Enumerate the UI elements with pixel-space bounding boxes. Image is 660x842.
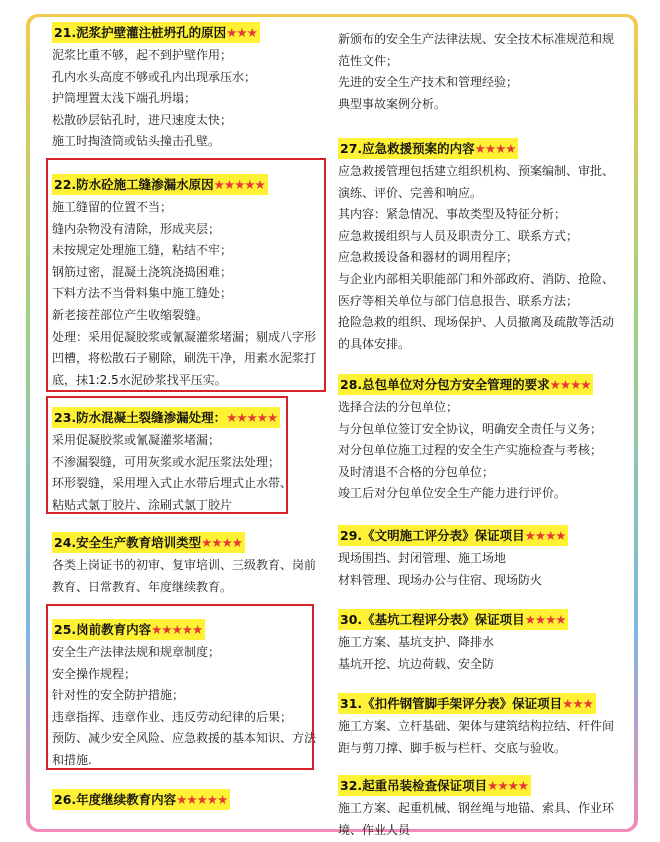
paragraph: 环形裂缝，采用埋入式止水带后埋式止水带、粘贴式氯丁胶片、涂刷式氯丁胶片 <box>52 476 293 512</box>
right-column <box>338 29 614 841</box>
rating-stars: ★★★★ <box>201 535 242 550</box>
list-item: 针对性的安全防护措施； <box>52 688 185 703</box>
list-item: 下料方法不当骨料集中施工缝处； <box>52 286 233 301</box>
list-item: 与分包单位签订安全协议，明确安全责任与义务； <box>338 421 603 436</box>
section-25 <box>52 619 326 775</box>
list-item: 泥浆比重不够，起不到护壁作用； <box>52 48 233 62</box>
list-item: 对分包单位施工过程的安全生产实施检查与考核； <box>338 443 603 458</box>
list-item: 新老接茬部位产生收缩裂缝。 <box>52 307 209 322</box>
section-27 <box>338 138 614 369</box>
paragraph: 应急救援管理包括建立组织机构、预案编制、审批、演练、评价、完善和响应。 <box>338 164 615 200</box>
left-column <box>52 22 326 812</box>
list-item: 护筒埋置太浅下端孔坍塌； <box>52 91 197 106</box>
section-28 <box>338 374 614 515</box>
list-item: 安全生产法律法规和规章制度； <box>52 645 221 659</box>
section-23 <box>52 407 326 519</box>
list-item: 应急救援组织与人员及职责分工、联系方式； <box>338 228 579 243</box>
section-title: 24.安全生产教育培训类型★★★★ <box>52 532 245 553</box>
list-item: 施工时掏渣筒或钻头撞击孔壁。 <box>52 134 221 149</box>
paragraph: 各类上岗证书的初审、复审培训、三级教育、岗前教育、日常教育、年度继续教育。 <box>52 558 317 594</box>
list-item: 施工方案、基坑支护、降排水 <box>338 635 495 649</box>
section-30 <box>338 609 614 679</box>
paragraph: 处理：采用促凝胶浆或氰凝灌浆堵漏；剔成八字形凹槽，将松散石子剔除，刷洗干净，用素水泥浆打底，抹1:2.5水泥砂浆找平压实。 <box>52 329 317 387</box>
list-item: 选择合法的分包单位； <box>338 400 459 414</box>
section-title: 31.《扣件钢管脚手架评分表》保证项目★★★ <box>338 693 596 714</box>
rating-stars: ★★★ <box>562 696 593 711</box>
section-title: 27.应急救援预案的内容★★★★ <box>338 138 518 159</box>
section-26 <box>52 789 326 812</box>
paragraph: 新颁布的安全生产法律法规、安全技术标准规范和规范性文件； <box>338 32 615 68</box>
list-item: 竣工后对分包单位安全生产能力进行评价。 <box>338 486 567 501</box>
list-item: 不渗漏裂缝，可用灰浆或水泥压浆法处理； <box>52 454 281 469</box>
paragraph: 预防、减少安全风险、应急救援的基本知识、方法和措施. <box>52 731 317 767</box>
rating-stars: ★★★★★ <box>151 622 203 637</box>
rating-stars: ★★★★ <box>524 528 566 543</box>
list-item: 基坑开挖、坑边荷载、安全防 <box>338 656 495 671</box>
section-24 <box>52 532 326 602</box>
list-item: 松散砂层钻孔时，进尺速度太快； <box>52 112 233 127</box>
section-21 <box>52 22 326 163</box>
section-title: 26.年度继续教育内容★★★★★ <box>52 789 230 810</box>
list-item: 孔内水头高度不够或孔内出现承压水； <box>52 69 257 84</box>
section-title: 21.泥浆护壁灌注桩坍孔的原因★★★ <box>52 22 260 43</box>
list-item: 现场围挡、封闭管理、施工场地 <box>338 551 507 565</box>
section-title: 30.《基坑工程评分表》保证项目★★★★ <box>338 609 568 630</box>
section-26-continued <box>338 29 614 131</box>
list-item: 缝内杂物没有清除，形成夹层； <box>52 221 221 236</box>
rating-stars: ★★★★ <box>549 377 591 392</box>
list-item: 采用促凝胶浆或氰凝灌浆堵漏； <box>52 433 221 447</box>
paragraph: 抢险急救的组织、现场保护、人员撤离及疏散等活动的具体安排。 <box>338 315 615 351</box>
rating-stars: ★★★★ <box>524 612 566 627</box>
section-title: 23.防水混凝土裂缝渗漏处理：★★★★★ <box>52 407 280 428</box>
list-item: 典型事故案例分析。 <box>338 96 447 111</box>
rating-stars: ★★★★★ <box>213 177 265 192</box>
rating-stars: ★★★★ <box>474 141 516 156</box>
paragraph: 施工方案、起重机械、钢丝绳与地锚、索具、作业环境、作业人员 <box>338 801 615 837</box>
section-title: 28.总包单位对分包方安全管理的要求★★★★ <box>338 374 593 395</box>
section-title: 25.岗前教育内容★★★★★ <box>52 619 205 640</box>
section-31 <box>338 693 614 763</box>
list-item: 未按规定处理施工缝，粘结不牢； <box>52 243 233 258</box>
section-32 <box>338 775 614 841</box>
section-29 <box>338 525 614 595</box>
list-item: 材料管理、现场办公与住宿、现场防火 <box>338 572 543 587</box>
list-item: 应急救援设备和器材的调用程序； <box>338 250 519 265</box>
list-item: 及时清退不合格的分包单位； <box>338 464 495 479</box>
rating-stars: ★★★★★ <box>226 410 278 425</box>
paragraph: 施工方案、立杆基础、架体与建筑结构拉结、杆件间距与剪刀撑、脚手板与栏杆、交底与验收。 <box>338 719 615 755</box>
rating-stars: ★★★★★ <box>176 792 228 807</box>
section-22 <box>52 174 326 396</box>
section-title: 22.防水砼施工缝渗漏水原因★★★★★ <box>52 174 268 195</box>
list-item: 钢筋过密，混凝土浇筑浇捣困难； <box>52 264 233 279</box>
rating-stars: ★★★★ <box>487 778 528 793</box>
list-item: 违章指挥、违章作业、违反劳动纪律的后果； <box>52 709 293 724</box>
list-item: 其内容：紧急情况、事故类型及特征分析； <box>338 207 567 222</box>
paragraph: 与企业内部相关职能部门和外部政府、消防、抢险、医疗等相关单位与部门信息报告、联系方法； <box>338 271 615 308</box>
section-title: 29.《文明施工评分表》保证项目★★★★ <box>338 525 568 546</box>
list-item: 先进的安全生产技术和管理经验； <box>338 75 519 90</box>
list-item: 安全操作规程； <box>52 666 137 681</box>
list-item: 施工缝留的位置不当； <box>52 200 173 214</box>
section-title: 32.起重吊装检查保证项目★★★★ <box>338 775 531 796</box>
rating-stars: ★★★ <box>226 25 257 40</box>
